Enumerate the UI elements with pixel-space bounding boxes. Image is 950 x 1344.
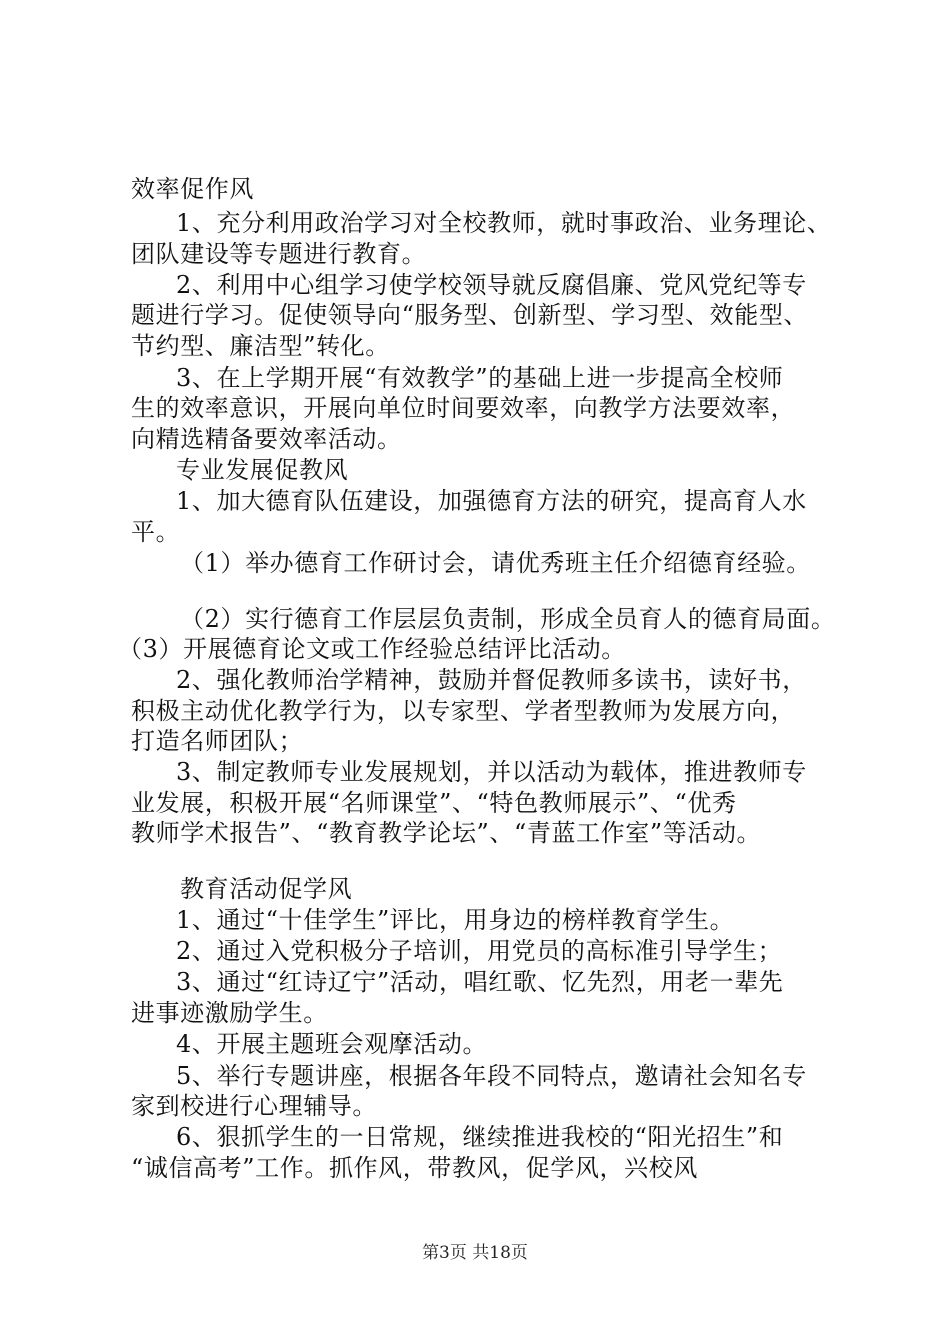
paragraph-line: 打造名师团队；: [131, 727, 304, 755]
paragraph-line: 5、举行专题讲座，根据各年段不同特点，邀请社会知名专: [176, 1062, 807, 1090]
paragraph-line: “诚信高考”工作。抓作风，带教风，促学风，兴校风: [131, 1154, 698, 1182]
paragraph-line: 1、通过“十佳学生”评比，用身边的榜样教育学生。: [176, 906, 735, 934]
paragraph-line: 1、加大德育队伍建设，加强德育方法的研究，提高育人水: [176, 487, 807, 515]
paragraph-line: 2、利用中心组学习使学校领导就反腐倡廉、党风党纪等专: [176, 271, 807, 299]
paragraph-line: 积极主动优化教学行为，以专家型、学者型教师为发展方向，: [131, 697, 796, 725]
paragraph-line: 业发展，积极开展“名师课堂”、“特色教师展示”、“优秀: [131, 789, 737, 817]
paragraph-line: 6、狠抓学生的一日常规，继续推进我校的“阳光招生”和: [176, 1123, 784, 1151]
paragraph-line: 生的效率意识，开展向单位时间要效率，向教学方法要效率，: [131, 394, 796, 422]
page-number: 第3页 共18页: [422, 1243, 528, 1263]
paragraph-line: （2）实行德育工作层层负责制，形成全员育人的德育局面。: [180, 605, 836, 633]
section-heading: 教育活动促学风: [180, 875, 353, 903]
paragraph-line: 教师学术报告”、“教育教学论坛”、“青蓝工作室”等活动。: [131, 819, 762, 847]
paragraph-line: 题进行学习。促使领导向“服务型、创新型、学习型、效能型、: [131, 301, 809, 329]
paragraph-line: （1）举办德育工作研讨会，请优秀班主任介绍德育经验。: [180, 549, 811, 577]
paragraph-line: 4、开展主题班会观摩活动。: [176, 1030, 488, 1058]
paragraph-line: 1、充分利用政治学习对全校教师，就时事政治、业务理论、: [176, 209, 832, 237]
paragraph-line: 3、制定教师专业发展规划，并以活动为载体，推进教师专: [176, 758, 807, 786]
paragraph-line: 家到校进行心理辅导。: [131, 1092, 377, 1120]
section-heading: 专业发展促教风: [176, 456, 349, 484]
paragraph-line: 进事迹激励学生。: [131, 999, 328, 1027]
paragraph-line: 2、强化教师治学精神，鼓励并督促教师多读书，读好书，: [176, 666, 807, 694]
paragraph-line: 节约型、廉洁型”转化。: [131, 332, 390, 360]
paragraph-line: 2、通过入党积极分子培训，用党员的高标准引导学生；: [176, 937, 783, 965]
paragraph-line: 向精选精备要效率活动。: [131, 425, 402, 453]
paragraph-line: 平。: [131, 518, 181, 546]
paragraph-line: 团队建设等专题进行教育。: [131, 240, 427, 268]
section-heading: 效率促作风: [131, 175, 254, 203]
paragraph-line: 3、在上学期开展“有效教学”的基础上进一步提高全校师: [176, 364, 784, 392]
paragraph-line: （3）开展德育论文或工作经验总结评比活动。: [118, 635, 626, 663]
paragraph-line: 3、通过“红诗辽宁”活动，唱红歌、忆先烈，用老一辈先: [176, 968, 784, 996]
